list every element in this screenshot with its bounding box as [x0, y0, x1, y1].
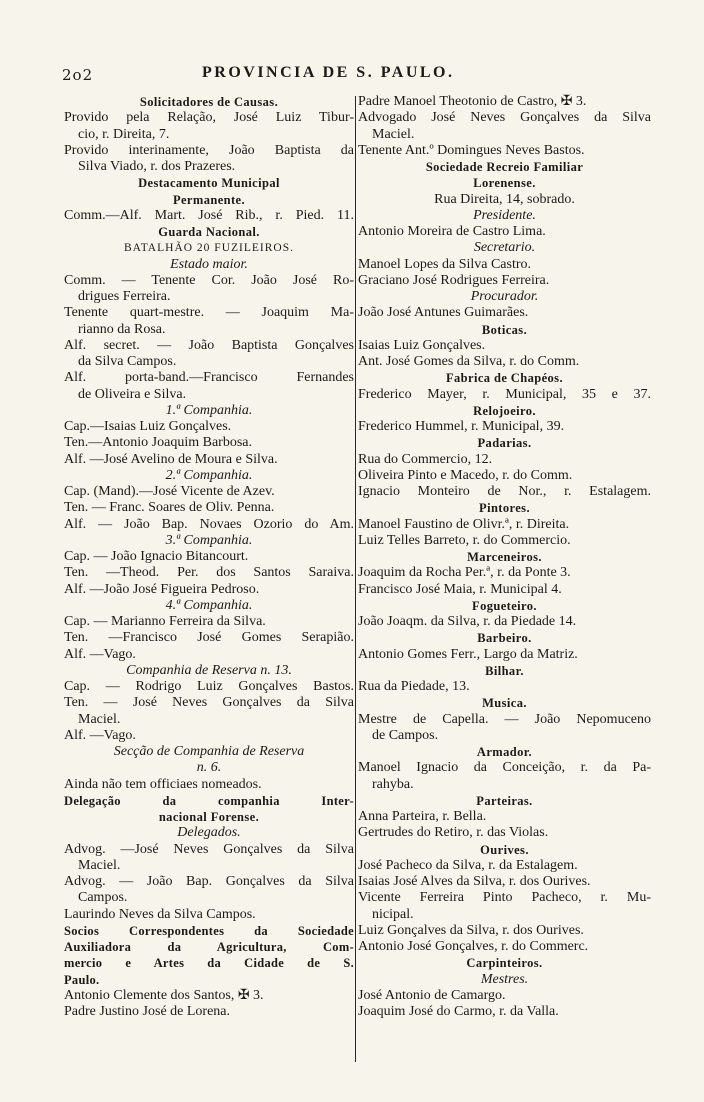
text-line: José Pacheco da Silva, r. da Estalagem.: [358, 857, 578, 873]
text-line: de Oliveira e Silva.: [78, 386, 187, 402]
text-line: Secção de Companhia de Reserva: [113, 744, 305, 759]
text-line: Manoel Lopes da Silva Castro.: [358, 256, 532, 272]
text-line: João Joaqm. da Silva, r. da Piedade 14.: [358, 614, 577, 629]
text-line: Ten. —Francisco José Gomes Serapião.: [64, 630, 354, 646]
text-line: n. 6.: [196, 760, 222, 776]
text-line: Barbeiro.: [477, 631, 532, 646]
text-line: Marceneiros.: [467, 550, 542, 564]
text-line: Ignacio Monteiro de Nor., r. Estalagem.: [358, 484, 651, 499]
text-line: Anna Parteira, r. Bella.: [358, 809, 487, 824]
text-line: Lorenense.: [473, 176, 536, 191]
text-line: Carpinteiros.: [466, 956, 543, 971]
text-line: Advog. —José Neves Gonçalves da Silva: [64, 841, 354, 857]
text-line: Fogueteiro.: [472, 598, 537, 613]
text-line: 4.ª Companhia.: [165, 597, 253, 613]
text-line: Campos.: [78, 890, 128, 906]
text-line: Ainda não tem officiaes nomeados.: [64, 776, 262, 792]
text-line: Sociedade Recreio Familiar: [425, 160, 584, 174]
text-line: Pintores.: [479, 501, 530, 516]
text-line: rahyba.: [372, 776, 414, 792]
text-line: Alf. secret. — João Baptista Gonçalves: [64, 337, 354, 353]
text-line: 1.ª Companhia.: [165, 402, 253, 418]
text-line: Maciel.: [78, 857, 121, 873]
text-line: Cap. — Marianno Ferreira da Silva.: [64, 614, 266, 629]
text-line: Ten. — José Neves Gonçalves da Silva: [64, 695, 354, 711]
text-line: Cap.—Isaias Luiz Gonçalves.: [64, 419, 232, 434]
column-divider: [355, 96, 356, 1062]
text-line: Companhia de Reserva n. 13.: [126, 662, 292, 678]
text-line: Alf. —Vago.: [64, 727, 136, 743]
text-line: Antonio Clemente dos Santos, ✠ 3.: [64, 987, 264, 1003]
text-line: Francisco José Maia, r. Municipal 4.: [358, 581, 562, 597]
text-line: Tenente quart-mestre. — Joaquim Ma-: [64, 305, 354, 321]
text-line: Ourives.: [480, 842, 529, 857]
text-line: Tenente Ant.º Domingues Neves Bastos.: [358, 142, 585, 158]
left-column: [64, 94, 354, 1020]
text-line: Rua da Piedade, 13.: [358, 679, 470, 694]
text-line: Ten.—Antonio Joaquim Barbosa.: [64, 435, 252, 451]
text-line: Paulo.: [64, 972, 100, 987]
text-line: Padre Manoel Theotonio de Castro, ✠ 3.: [358, 94, 587, 109]
text-line: Manoel Ignacio da Conceição, r. da Pa-: [358, 760, 651, 776]
text-line: Estado maior.: [170, 256, 248, 272]
text-line: de Campos.: [372, 727, 439, 743]
text-line: Cap. (Mand).—José Vicente de Azev.: [64, 484, 275, 499]
text-line: Ten. — Franc. Soares de Oliv. Penna.: [64, 500, 275, 516]
text-line: Advogado José Neves Gonçalves da Silva: [358, 110, 651, 126]
text-line: Padre Justino José de Lorena.: [64, 1004, 231, 1019]
text-line: da Silva Campos.: [78, 354, 177, 369]
text-line: Isaias José Alves da Silva, r. dos Ourives.: [358, 874, 591, 889]
text-line: Manoel Faustino de Olivr.ª, r. Direita.: [358, 516, 570, 532]
text-line: Gertrudes do Retiro, r. das Violas.: [358, 825, 549, 841]
text-line: Alf. —João José Figueira Pedroso.: [64, 581, 260, 597]
text-line: drigues Ferreira.: [78, 289, 171, 304]
text-line: Boticas.: [481, 322, 528, 337]
text-line: Delegados.: [177, 825, 241, 841]
text-line: Frederico Mayer, r. Municipal, 35 e 37.: [358, 386, 651, 402]
text-line: Graciano José Rodrigues Ferreira.: [358, 272, 550, 288]
running-title: PROVINCIA DE S. PAULO.: [202, 64, 455, 81]
text-line: Oliveira Pinto e Macedo, r. do Comm.: [358, 467, 573, 483]
text-line: Maciel.: [78, 711, 121, 727]
text-line: Solicitadores de Causas.: [139, 95, 279, 109]
text-line: Alf. —Vago.: [64, 646, 136, 662]
text-line: Laurindo Neves da Silva Campos.: [64, 906, 256, 922]
text-line: Maciel.: [372, 126, 415, 142]
text-line: Bilhar.: [485, 663, 524, 678]
text-line: Alf. — João Bap. Novaes Ozorio do Am.: [64, 516, 354, 532]
text-line: Parteiras.: [476, 793, 533, 808]
text-line: mercio e Artes da Cidade de S.: [64, 956, 354, 971]
text-line: Joaquim da Rocha Per.ª, r. da Ponte 3.: [358, 565, 571, 581]
text-line: Procurador.: [470, 289, 539, 304]
text-line: Rua do Commercio, 12.: [358, 451, 493, 467]
text-line: Armador.: [476, 745, 533, 759]
text-line: Vicente Ferreira Pinto Pacheco, r. Mu-: [358, 890, 651, 906]
text-line: Antonio Moreira de Castro Lima.: [358, 224, 546, 239]
page-number: 2o2: [62, 66, 94, 84]
text-line: BATALHÃO 20 FUZILEIROS.: [124, 242, 294, 255]
text-line: Comm.—Alf. Mart. José Rib., r. Pied. 11.: [64, 207, 354, 223]
text-line: Padarias.: [477, 436, 532, 451]
text-line: Cap. — João Ignacio Bitancourt.: [64, 549, 249, 564]
text-line: Mestres.: [480, 971, 529, 987]
text-line: Ten. —Theod. Per. dos Santos Saraiva.: [64, 565, 354, 581]
text-line: Guarda Nacional.: [158, 225, 260, 239]
text-line: rianno da Rosa.: [78, 321, 166, 337]
page-header: [62, 64, 662, 86]
text-line: Provido interinamente, João Baptista da: [64, 142, 354, 158]
text-line: Luiz Telles Barreto, r. do Commercio.: [358, 532, 571, 548]
text-line: Alf. —José Avelino de Moura e Silva.: [64, 451, 278, 467]
text-line: Mestre de Capella. — João Nepomuceno: [358, 711, 651, 727]
text-line: Silva Viado, r. dos Prazeres.: [78, 159, 236, 174]
text-line: Cap. — Rodrigo Luiz Gonçalves Bastos.: [64, 679, 354, 694]
text-line: Alf. porta-band.—Francisco Fernandes: [64, 370, 354, 386]
text-line: Fabrica de Chapéos.: [446, 371, 563, 386]
text-line: Auxiliadora da Agricultura, Com-: [64, 940, 354, 954]
text-line: Comm. — Tenente Cor. João José Ro-: [64, 272, 354, 288]
text-line: João José Antunes Guimarães.: [358, 305, 529, 321]
text-line: 3.ª Companhia.: [165, 532, 253, 548]
text-line: Frederico Hummel, r. Municipal, 39.: [358, 419, 565, 434]
text-line: nacional Forense.: [158, 810, 260, 824]
text-line: Socios Correspondentes da Sociedade: [64, 923, 354, 938]
text-line: Ant. José Gomes da Silva, r. do Comm.: [358, 354, 580, 369]
text-line: Joaquim José do Carmo, r. da Valla.: [358, 1004, 559, 1019]
text-line: Permanente.: [172, 192, 246, 207]
text-line: Musica.: [482, 696, 527, 711]
text-line: Delegação da companhia Inter-: [64, 793, 354, 808]
text-line: Presidente.: [473, 207, 536, 223]
text-line: Provido pela Relação, José Luiz Tibur-: [64, 110, 354, 126]
text-line: Advog. — João Bap. Gonçalves da Silva: [64, 874, 354, 889]
text-line: cio, r. Direita, 7.: [78, 126, 170, 142]
text-line: nicipal.: [372, 906, 414, 922]
text-line: Antonio Gomes Ferr., Largo da Matriz.: [358, 646, 578, 662]
text-line: Isaias Luiz Gonçalves.: [358, 337, 486, 353]
text-line: José Antonio de Camargo.: [358, 987, 506, 1003]
text-line: Rua Direita, 14, sobrado.: [434, 191, 575, 207]
text-line: Antonio José Gonçalves, r. do Commerc.: [358, 939, 589, 954]
text-line: Luiz Gonçalves da Silva, r. dos Ourives.: [358, 922, 584, 938]
right-column: [358, 94, 651, 1020]
text-line: Destacamento Municipal: [138, 176, 280, 191]
text-line: Secretario.: [473, 240, 536, 256]
text-line: Relojoeiro.: [473, 403, 536, 418]
text-line: 2.ª Companhia.: [165, 467, 253, 483]
